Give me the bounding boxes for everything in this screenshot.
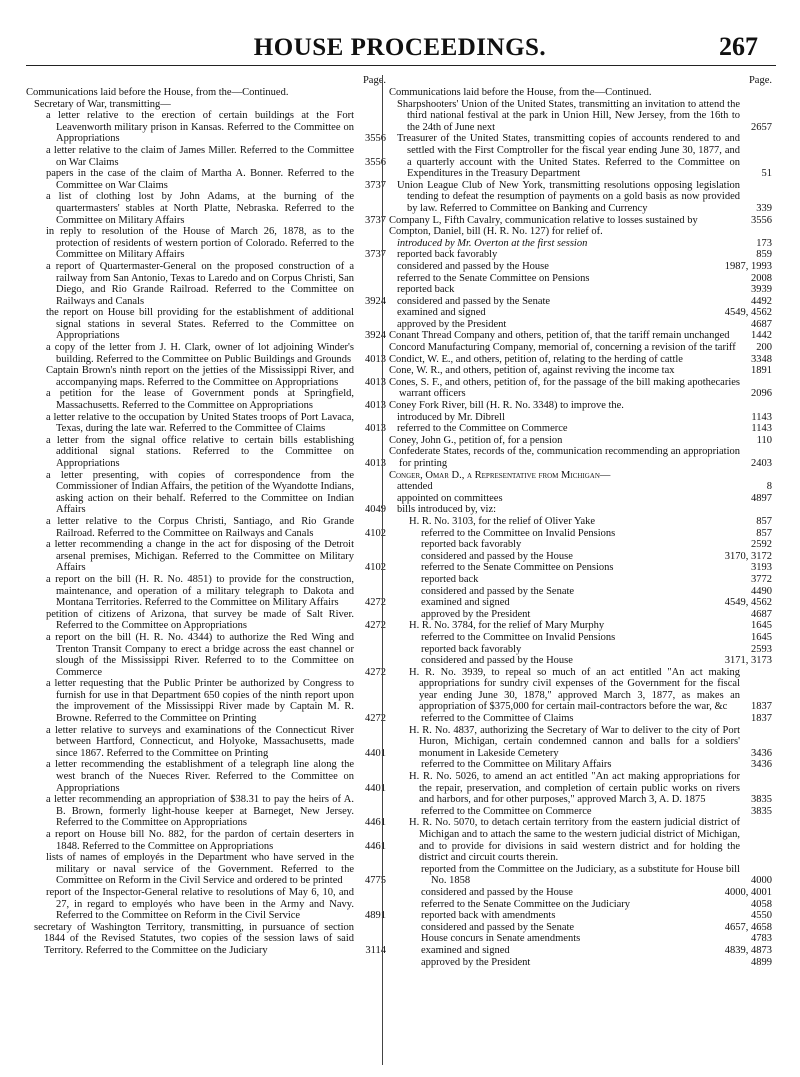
- entry-text: a report of Quartermaster-General on the proposed construction of a railway from San Antonio, Texas to Laredo and on Corpus Christi, San Diego, and Rio Grande Railroad. Referred to the Committee on Railways and Canals: [46, 260, 354, 307]
- entry-page-ref: 4899: [751, 956, 772, 968]
- entry-page-ref: 4013: [365, 458, 386, 469]
- index-entry: [389, 910, 774, 922]
- index-entry: [389, 713, 774, 725]
- entry-page-ref: 3556: [751, 214, 772, 226]
- entry-page-ref: 3737: [365, 214, 386, 226]
- index-entry: [26, 539, 388, 574]
- index-entry: [389, 933, 774, 945]
- index-entry: [26, 632, 388, 678]
- index-entry: [26, 794, 388, 829]
- entry-page-ref: 1143: [751, 423, 772, 435]
- entry-text: reported back favorably: [421, 643, 522, 655]
- entry-text: a copy of the letter from J. H. Clark, owner of lot adjoining Winder's building. Referred to the Committee on Public Buildings and Grounds: [46, 342, 354, 365]
- index-entry: [389, 516, 774, 528]
- index-entry: [26, 470, 388, 516]
- index-entry: [389, 609, 774, 621]
- entry-text: Union League Club of New York, transmitting resolutions opposing legislation tending to defeat the resumption of payments on a gold basis as now provided by law. Referred to Committee on Banking and Currency: [397, 179, 740, 214]
- entry-page-ref: 4049: [365, 504, 386, 516]
- right-column: [389, 75, 774, 968]
- index-entry: [389, 620, 774, 632]
- index-entry: [389, 644, 774, 656]
- index-entry: [26, 922, 388, 957]
- entry-page-ref: 3170, 3172: [724, 550, 772, 562]
- page-column-label: Page.: [362, 75, 386, 86]
- index-entry: [26, 388, 388, 411]
- entry-page-ref: 200: [756, 342, 772, 354]
- index-entry: [26, 412, 388, 435]
- index-entry: [389, 249, 774, 261]
- entry-text: secretary of Washington Territory, transmitting, in pursuance of section 1844 of the Revised Statutes, two copies of the session laws of said Territory. Referred to the Committee on the Judiciary: [34, 921, 354, 956]
- page-column-label: Page.: [748, 75, 772, 86]
- left-column: [26, 75, 388, 957]
- index-entry: [389, 261, 774, 273]
- entry-text: a letter relative to the Corpus Christi, Santiago, and Rio Grande Railroad. Referred to the Committee on Railways and Canals: [46, 515, 354, 539]
- index-entry: [389, 539, 774, 551]
- entry-text: approved by the President: [421, 608, 531, 620]
- entry-text: H. R. No. 3103, for the relief of Oliver Yake: [409, 515, 596, 527]
- entry-page-ref: 4687: [751, 318, 772, 330]
- entry-page-ref: 1987, 1993: [724, 260, 772, 272]
- index-entry: [389, 446, 774, 469]
- entry-text: referred to the Senate Committee on Pensions: [397, 272, 590, 284]
- entry-text: reported back: [397, 284, 455, 296]
- entry-text: considered and passed by the Senate: [421, 585, 575, 597]
- index-entry: [389, 504, 774, 516]
- page-title: HOUSE PROCEEDINGS.: [253, 34, 547, 61]
- header-rule: [26, 65, 776, 66]
- index-entry: [26, 516, 388, 539]
- index-entry: [389, 817, 774, 863]
- entry-page-ref: 339: [756, 202, 772, 214]
- entry-text: referred to the Committee on Military Affairs: [421, 759, 612, 771]
- entry-page-ref: 4401: [365, 782, 386, 794]
- index-entry: [389, 330, 774, 342]
- index-entry: [26, 829, 388, 852]
- entry-page-ref: 1645: [751, 631, 772, 643]
- index-entry: [26, 725, 388, 760]
- entry-text: referred to the Committee on Commerce: [397, 423, 568, 435]
- entry-page-ref: 4839, 4873: [724, 944, 772, 956]
- index-entry: [389, 435, 774, 447]
- entry-page-ref: 110: [756, 434, 772, 446]
- entry-text: bills introduced by, viz:: [397, 504, 497, 516]
- entry-page-ref: 3436: [751, 759, 772, 771]
- entry-text: a letter relative to the claim of James Miller. Referred to the Committee on War Claims: [46, 144, 354, 168]
- index-entry: [26, 226, 388, 261]
- index-entry: [26, 99, 388, 111]
- entry-page-ref: 2008: [751, 272, 772, 284]
- entry-text: Conger, Omar D., a Representative from Michigan—: [389, 469, 611, 481]
- entry-text: Condict, W. E., and others, petition of, relating to the herding of cattle: [389, 353, 683, 365]
- entry-page-ref: 4550: [751, 910, 772, 922]
- entry-page-ref: 4272: [365, 597, 386, 609]
- index-entry: [389, 759, 774, 771]
- entry-page-ref: 4272: [365, 666, 386, 678]
- index-entry: [389, 99, 774, 134]
- entry-text: papers in the case of the claim of Martha A. Bonner. Referred to the Committee on War Claims: [46, 168, 354, 191]
- entry-text: lists of names of employés in the Department who have served in the military or naval service of the Government. Referred to the Committee on Reform in the Civil Service and ordered to be printed: [46, 852, 354, 887]
- index-entry: [389, 655, 774, 667]
- entry-page-ref: 2096: [751, 388, 772, 400]
- entry-text: examined and signed: [421, 944, 510, 956]
- entry-text: a report on House bill No. 882, for the pardon of certain deserters in 1848. Referred to the Committee on Appropriations: [46, 829, 354, 852]
- entry-text: a letter presenting, with copies of correspondence from the Commissioner of Indian Affairs, the petition of the Wyandotte Indians, asking action on their behalf. Referred to the Committee on Indian Affairs: [46, 469, 354, 516]
- entry-text: Compton, Daniel, bill (H. R. No. 127) for relief of.: [389, 226, 603, 238]
- page-header: [0, 30, 800, 60]
- entry-page-ref: 857: [756, 515, 772, 527]
- entry-text: referred to the Committee of Claims: [421, 713, 574, 725]
- entry-text: approved by the President: [397, 318, 507, 330]
- entry-page-ref: 3939: [751, 284, 772, 296]
- entry-page-ref: 3924: [365, 295, 386, 307]
- index-entry: [389, 307, 774, 319]
- entry-text: petition of citizens of Arizona, that survey be made of Salt River. Referred to the Committee on Appropriations: [46, 608, 354, 632]
- index-entry: [389, 133, 774, 179]
- entry-page-ref: 1891: [751, 365, 772, 377]
- index-entry: [389, 180, 774, 215]
- entry-text: a letter requesting that the Public Printer be authorized by Congress to furnish for use in that Department 650 copies of the ninth report upon the improvement of the Mississippi River made by Captain M. R. Browne. Referred to the Committee on Printing: [46, 678, 354, 725]
- index-entry: [389, 215, 774, 227]
- entry-page-ref: 4490: [751, 585, 772, 597]
- index-entry: attended 8: [397, 481, 772, 493]
- page-number: 267: [719, 32, 758, 61]
- entry-page-ref: 4549, 4562: [724, 307, 772, 319]
- entry-text: considered and passed by the House: [397, 260, 549, 272]
- entry-text: considered and passed by the House: [421, 550, 573, 562]
- entry-page-ref: 3835: [751, 794, 772, 806]
- entry-text: in reply to resolution of the House of March 26, 1878, as to the protection of residents of western portion of Colorado. Referred to the Committee on Military Affairs: [46, 226, 354, 261]
- entry-page-ref: 4272: [365, 713, 386, 725]
- entry-page-ref: 3556: [365, 133, 386, 145]
- index-entry: [389, 597, 774, 609]
- index-entry: [26, 110, 388, 145]
- index-entry: [389, 238, 774, 250]
- entry-text: a letter recommending the establishment of a telegraph line along the west branch of the Nueces River. Referred to the Committee on Appropriations: [46, 759, 354, 794]
- entry-text: a letter from the signal office relative to certain bills establishing additional signal stations. Referred to the Committee on Appropriations: [46, 434, 354, 469]
- entry-text: Sharpshooters' Union of the United States, transmitting an invitation to attend the third national festival at the park in Union Hill, New Jersey, from the 16th to the 24th of June next: [397, 98, 740, 133]
- index-entry: [389, 365, 774, 377]
- entry-text: considered and passed by the Senate: [421, 921, 575, 933]
- entry-page-ref: 1442: [751, 330, 772, 342]
- index-entry: [389, 887, 774, 899]
- entry-page-ref: 4657, 4658: [724, 921, 772, 933]
- entry-text: Cone, W. R., and others, petition of, against reviving the income tax: [389, 365, 675, 377]
- entry-text: referred to the Committee on Invalid Pensions: [421, 527, 616, 539]
- index-entry: [389, 551, 774, 563]
- entry-page-ref: 4102: [365, 562, 386, 574]
- entry-text: examined and signed: [421, 597, 510, 609]
- index-entry: [389, 725, 774, 760]
- entry-page-ref: 3835: [751, 805, 772, 817]
- index-entry: [389, 423, 774, 435]
- entry-page-ref: 3171, 3173: [724, 655, 772, 667]
- index-entry: [26, 168, 388, 191]
- entry-page-ref: 857: [756, 527, 772, 539]
- entry-text: reported back favorably: [421, 539, 522, 551]
- index-entry: [26, 191, 388, 226]
- entry-text: considered and passed by the House: [421, 886, 573, 898]
- entry-page-ref: 4013: [365, 400, 386, 412]
- index-entry: [26, 342, 388, 365]
- entry-text: reported back: [421, 573, 479, 585]
- entry-text: referred to the Senate Committee on the Judiciary: [421, 898, 631, 910]
- entry-text: a petition for the lease of Government ponds at Springfield, Massachusetts. Referred to the Committee on Appropriations: [46, 388, 354, 412]
- entry-text: a letter relative to surveys and examinations of the Connecticut River between Hartford, Connecticut, and Holyoke, Massachusetts, made since 1867. Referred to the Committee on Printing: [46, 724, 354, 759]
- index-entry: [389, 400, 774, 412]
- entry-page-ref: 859: [756, 249, 772, 261]
- entry-text: a letter recommending a change in the act for disposing of the Detroit arsenal premises, Michigan. Referred to the Committee on Military Affairs: [46, 539, 354, 574]
- entry-page-ref: 2657: [751, 121, 772, 133]
- entry-text: a list of clothing lost by John Adams, at the burning of the quartermasters' stables at North Platte, Nebraska. Referred to the Committee on Military Affairs: [46, 191, 354, 226]
- index-entry: [26, 609, 388, 632]
- index-entry: [26, 852, 388, 887]
- entry-text: reported back favorably: [397, 249, 498, 261]
- entry-page-ref: 4897: [751, 492, 772, 504]
- entry-text: introduced by Mr. Overton at the first session: [397, 237, 588, 249]
- entry-text: H. R. No. 4837, authorizing the Secretary of War to deliver to the city of Port Huron, Michigan, certain condemned cannon and balls for a soldiers' monument in Lakeside Cemetery: [409, 724, 740, 759]
- entry-page-ref: 4401: [365, 747, 386, 759]
- entry-text: reported from the Committee on the Judiciary, as a substitute for House bill No. 1858: [421, 863, 740, 887]
- entry-page-ref: 3737: [365, 249, 386, 261]
- index-entry: [389, 922, 774, 934]
- entry-page-ref: 173: [756, 237, 772, 249]
- entry-text: considered and passed by the Senate: [397, 295, 551, 307]
- index-entry: [389, 667, 774, 713]
- index-entry: [389, 226, 774, 238]
- entry-page-ref: 4000: [751, 875, 772, 887]
- entry-text: H. R. No. 3784, for the relief of Mary Murphy: [409, 620, 605, 632]
- entry-text: a letter relative to the erection of certain buildings at the Fort Leavenworth military prison in Kansas. Referred to the Committee on Appropriations: [46, 110, 354, 145]
- entry-text: the report on House bill providing for the establishment of additional signal stations in several States. Referred to the Committee on Appropriations: [46, 307, 354, 342]
- entry-text: Treasurer of the United States, transmitting copies of accounts rendered to and settled with the First Comptroller for the fiscal year ending June 30, 1877, and a quarterly account with the United States. Referred to the Committee on Expenditures in the Treasury Department: [397, 133, 740, 180]
- entry-text: a report on the bill (H. R. No. 4851) to provide for the construction, maintenance, and operation of a military telegraph to Dakota and Montana Territories. Referred to the Committee on Military Affairs: [46, 573, 354, 609]
- entry-page-ref: 3556: [365, 156, 386, 168]
- index-entry: [389, 319, 774, 331]
- index-entry: [389, 296, 774, 308]
- entry-text: Concord Manufacturing Company, memorial of, concerning a revision of the tariff: [389, 342, 736, 354]
- entry-page-ref: 3772: [751, 573, 772, 585]
- index-entry: [389, 771, 774, 806]
- entry-page-ref: 4783: [751, 933, 772, 945]
- index-entry: [389, 412, 774, 424]
- entry-text: Coney, John G., petition of, for a pension: [389, 434, 563, 446]
- entry-page-ref: 2592: [751, 539, 772, 551]
- entry-page-ref: 4013: [365, 353, 386, 365]
- entry-page-ref: 4272: [365, 620, 386, 632]
- entry-page-ref: 3924: [365, 330, 386, 342]
- entry-text: Communications laid before the House, from the—Continued.: [389, 87, 652, 98]
- index-entry: [26, 759, 388, 794]
- entry-page-ref: 2593: [751, 643, 772, 655]
- entry-page-ref: 3436: [751, 747, 772, 759]
- entry-text: H. R. No. 3939, to repeal so much of an act entitled "An act making appropriations for sundry civil expenses of the Government for the fiscal year ending June 30, 1878," approved March 3, 1877, as makes an appropriation of $375,000 for certain mail-contractors before the war, &c: [409, 666, 740, 713]
- entry-page-ref: 4058: [751, 898, 772, 910]
- index-entry: [26, 365, 388, 388]
- index-entry: [389, 377, 774, 400]
- index-entry: [389, 493, 774, 505]
- entry-page-ref: 3348: [751, 353, 772, 365]
- entry-text: Secretary of War, transmitting—: [34, 98, 171, 110]
- index-entry: [389, 806, 774, 818]
- entry-page-ref: 4775: [365, 875, 386, 887]
- entry-text: a letter recommending an appropriation of $38.31 to pay the heirs of A. B. Brown, formerly light-house keeper at Barneget, New Jersey. Referred to the Committee on Appropriations: [46, 794, 354, 829]
- entry-text: referred to the Committee on Invalid Pensions: [421, 631, 616, 643]
- entry-text: examined and signed: [397, 307, 486, 319]
- index-entry: [26, 145, 388, 168]
- entry-page-ref: 4687: [751, 608, 772, 620]
- index-entry: [389, 945, 774, 957]
- entry-page-ref: 4013: [365, 376, 386, 388]
- index-entry: [26, 887, 388, 922]
- index-entry: [26, 261, 388, 307]
- index-entry: [389, 562, 774, 574]
- entry-text: a report on the bill (H. R. No. 4344) to authorize the Red Wing and Trenton Transit Company to erect a bridge across the east channel or slough of the Mississippi River. Referred to to the Committee on Commerce: [46, 631, 354, 678]
- index-entry: [389, 899, 774, 911]
- entry-text: reported back with amendments: [421, 910, 556, 922]
- entry-page-ref: 1837: [751, 701, 772, 713]
- entry-text: considered and passed by the House: [421, 655, 573, 667]
- index-entry: [389, 470, 774, 482]
- entry-page-ref: 51: [761, 168, 772, 180]
- entry-page-ref: 4461: [365, 817, 386, 829]
- entry-text: Conant Thread Company and others, petition of, that the tariff remain unchanged: [389, 330, 730, 342]
- entry-text: Coney Fork River, bill (H. R. No. 3348) to improve the.: [389, 400, 624, 412]
- entry-page-ref: 4549, 4562: [724, 597, 772, 609]
- entry-text: H. R. No. 5026, to amend an act entitled "An act making appropriations for the repair, preservation, and completion of certain public works on rivers and harbors, and for other purposes," approved March 3, A. D. 1875: [409, 771, 740, 806]
- index-entry: [26, 678, 388, 724]
- entry-text: Communications laid before the House, from the—Continued.: [26, 87, 289, 98]
- entry-page-ref: 3193: [751, 562, 772, 574]
- index-entry: [26, 435, 388, 470]
- index-entry: [389, 528, 774, 540]
- index-entry: [26, 307, 388, 342]
- entry-text: Captain Brown's ninth report on the jetties of the Mississippi River, and accompanying maps. Referred to the Committee on Appropriations: [46, 365, 354, 388]
- entry-page-ref: 1645: [751, 620, 772, 632]
- entry-text: referred to the Senate Committee on Pensions: [421, 562, 614, 574]
- index-entry: [389, 284, 774, 296]
- entry-text: attended: [397, 481, 433, 493]
- index-entry: [26, 87, 388, 99]
- entry-text: approved by the President: [421, 956, 531, 968]
- entry-text: report of the Inspector-General relative to resolutions of May 6, 10, and 27, in regard to employés who have been in the Army and Navy. Referred to the Committee on Reform in the Civil Service: [46, 886, 354, 922]
- index-entry: [389, 957, 774, 969]
- index-entry: [389, 864, 774, 887]
- entry-text: a letter relative to the occupation by United States troops of Port Lavaca, Texas, during the late war. Referred to the Committee of Claims: [46, 411, 354, 435]
- entry-page-ref: 4102: [365, 527, 386, 539]
- entry-text: Cones, S. F., and others, petition of, for the passage of the bill making apothecaries warrant officers: [389, 376, 740, 400]
- entry-page-ref: 3114: [365, 944, 386, 956]
- entry-page-ref: 1143: [751, 411, 772, 423]
- index-entry: [389, 342, 774, 354]
- index-entry: [389, 273, 774, 285]
- index-entry: [389, 87, 774, 99]
- entry-page-ref: 4461: [365, 840, 386, 852]
- entry-page-ref: 4013: [365, 423, 386, 435]
- entry-page-ref: 4891: [365, 910, 386, 922]
- entry-text: referred to the Committee on Commerce: [421, 805, 592, 817]
- entry-page-ref: 4000, 4001: [724, 886, 772, 898]
- entry-text: introduced by Mr. Dibrell: [397, 411, 505, 423]
- index-entry: [389, 574, 774, 586]
- entry-text: H. R. No. 5070, to detach certain territory from the eastern judicial district of Michigan and to attach the same to the western judicial district of Michigan, and to provide for divisions in said western district and for holding the district and circuit courts therein.: [409, 817, 740, 864]
- index-entry: [389, 354, 774, 366]
- index-entry: [389, 586, 774, 598]
- index-entry: [389, 632, 774, 644]
- entry-page-ref: 3737: [365, 179, 386, 191]
- entry-text: House concurs in Senate amendments: [421, 933, 581, 945]
- entry-page-ref: 1837: [751, 713, 772, 725]
- entry-text: Confederate States, records of the, communication recommending an appropriation for printing: [389, 446, 740, 469]
- index-entry: [26, 574, 388, 609]
- entry-page-ref: 4492: [751, 295, 772, 307]
- entry-text: Company L, Fifth Cavalry, communication relative to losses sustained by: [389, 214, 698, 226]
- column-divider: [382, 75, 383, 1065]
- entry-text: appointed on committees: [397, 492, 503, 504]
- entry-page-ref: 2403: [751, 458, 772, 469]
